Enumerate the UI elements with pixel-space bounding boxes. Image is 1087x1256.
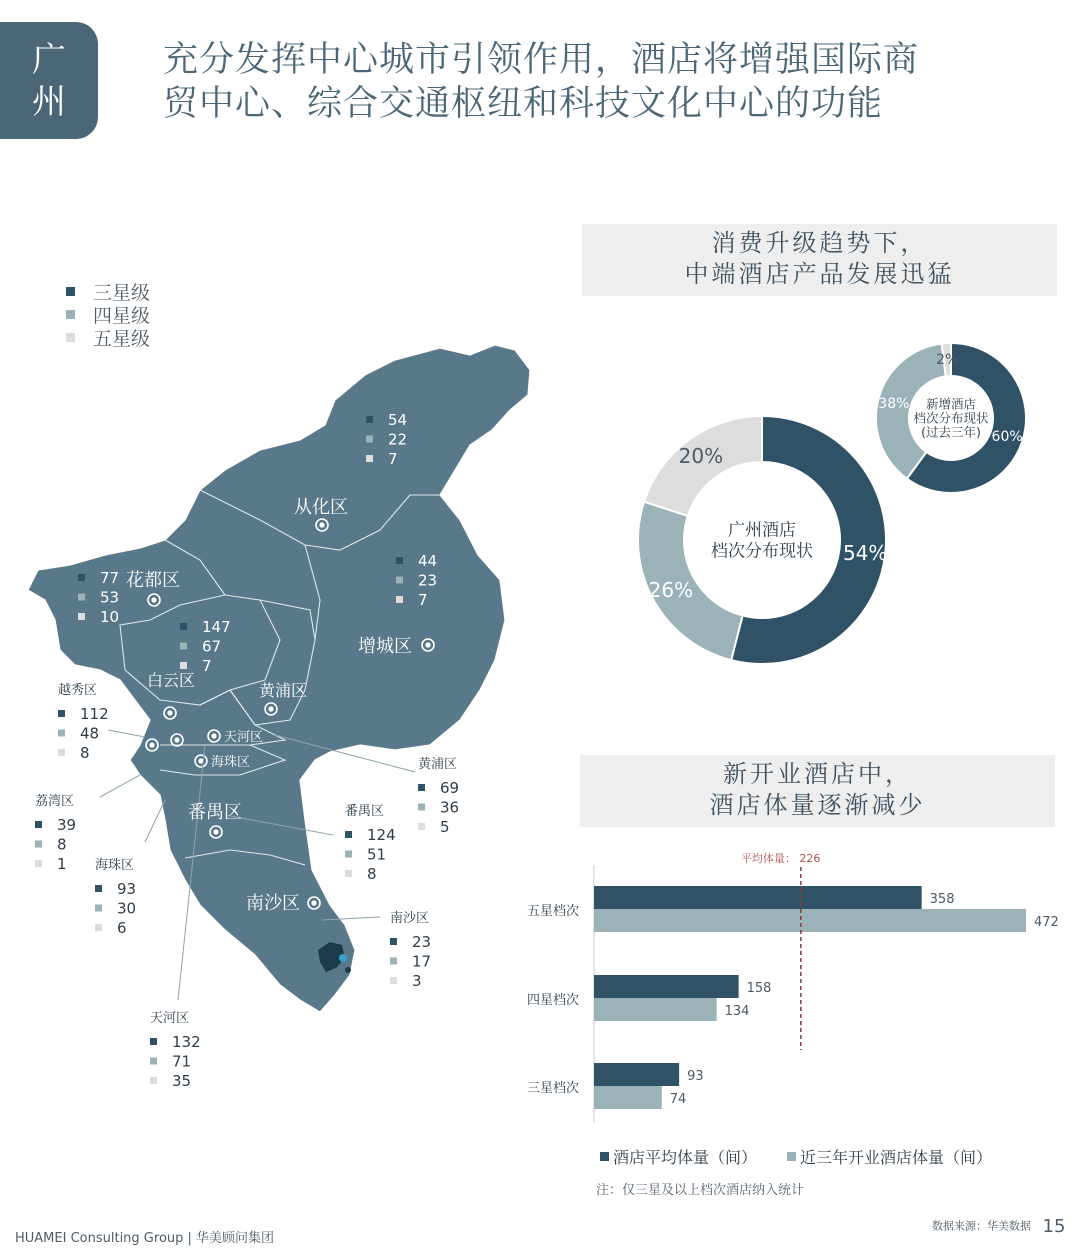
city-tag-char-1: 广 xyxy=(32,39,66,80)
panel-new-hotels xyxy=(580,755,1055,827)
map-label-haizhu: 海珠区 xyxy=(211,755,251,770)
page-title-line-1: 充分发挥中心城市引领作用，酒店将增强国际商 xyxy=(163,40,920,80)
donut-slice-label: 60% xyxy=(991,429,1023,446)
district-value: 7 xyxy=(202,657,212,675)
district-value-swatch xyxy=(150,1058,157,1065)
bar-value-label: 158 xyxy=(746,981,772,996)
legend-swatch-three-star xyxy=(66,287,75,296)
bar-value-label: 358 xyxy=(929,892,955,907)
district-value-swatch xyxy=(390,958,397,965)
district-value-swatch xyxy=(78,594,85,601)
district-value: 23 xyxy=(418,571,438,590)
district-values-8 xyxy=(345,804,396,883)
district-value: 8 xyxy=(57,835,67,854)
map-label-panyu: 番禺区 xyxy=(188,802,242,823)
district-values-4 xyxy=(418,756,459,836)
district-value: 8 xyxy=(80,744,90,762)
district-value-swatch xyxy=(345,831,352,838)
legend-label-four-star: 四星级 xyxy=(93,305,151,327)
district-name: 黄浦区 xyxy=(418,757,458,772)
district-value-swatch xyxy=(78,574,85,581)
district-value: 36 xyxy=(440,798,460,817)
district-value-swatch xyxy=(396,557,403,564)
donut-center-label: 广州酒店 xyxy=(728,520,796,541)
district-value-swatch xyxy=(150,1038,157,1045)
bar-group-2 xyxy=(527,1063,704,1109)
district-value: 3 xyxy=(412,972,422,990)
bar xyxy=(594,975,739,998)
bar-legend-label-average: 酒店平均体量（间） xyxy=(613,1148,758,1167)
district-value-swatch xyxy=(95,885,102,892)
city-tag xyxy=(0,22,98,139)
district-value: 10 xyxy=(100,608,120,626)
legend-item-three-star xyxy=(66,280,150,303)
district-value-swatch xyxy=(396,577,403,584)
district-value: 53 xyxy=(100,588,120,607)
bar-value-label: 134 xyxy=(724,1004,750,1019)
donut-slice-label: 54% xyxy=(842,541,888,566)
bar-category-label: 五星档次 xyxy=(526,904,579,919)
district-value-swatch xyxy=(35,860,42,867)
district-name: 番禺区 xyxy=(345,804,385,819)
donut-slice-label: 38% xyxy=(878,396,910,413)
district-value-swatch xyxy=(95,905,102,912)
footer-source-text: 数据来源：华美数据 xyxy=(932,1219,1031,1233)
map-label-baiyun: 白云区 xyxy=(147,671,196,690)
donut-slice-label: 2% xyxy=(936,352,959,369)
district-value: 67 xyxy=(202,637,222,656)
district-value-swatch xyxy=(366,416,373,423)
bar xyxy=(594,909,1026,932)
district-value: 147 xyxy=(202,618,231,636)
district-value-swatch xyxy=(95,924,102,931)
district-value-swatch xyxy=(58,749,65,756)
district-value: 5 xyxy=(440,818,450,836)
district-values-7 xyxy=(95,857,136,937)
legend-swatch-four-star xyxy=(66,310,75,319)
district-value-swatch xyxy=(418,784,425,791)
district-value-swatch xyxy=(390,977,397,984)
district-value: 48 xyxy=(80,724,100,743)
district-value: 132 xyxy=(172,1033,201,1051)
district-value-swatch xyxy=(180,662,187,669)
district-values-5 xyxy=(58,682,109,762)
reference-line-label: 平均体量： 226 xyxy=(740,852,821,865)
donut-center-label: 档次分布现状 xyxy=(913,410,989,426)
district-value-swatch xyxy=(35,821,42,828)
chart-note: 注：仅三星及以上档次酒店纳入统计 xyxy=(596,1183,805,1198)
panel-new-hotels-line-2: 酒店体量逐渐减少 xyxy=(709,791,926,819)
legend-label-three-star: 三星级 xyxy=(93,282,151,304)
district-value-swatch xyxy=(35,841,42,848)
page-title-line-2: 贸中心、综合交通枢纽和科技文化中心的功能 xyxy=(163,84,884,124)
district-value-swatch xyxy=(180,643,187,650)
district-value-swatch xyxy=(418,823,425,830)
bar-category-label: 四星档次 xyxy=(526,993,579,1008)
hotel-size-bar-chart xyxy=(500,840,1080,1140)
district-value-swatch xyxy=(390,938,397,945)
bar xyxy=(594,1063,679,1086)
bar-legend-swatch-average xyxy=(600,1152,609,1161)
donut-charts xyxy=(620,330,1060,680)
district-value: 22 xyxy=(388,430,408,449)
donut-guangzhou xyxy=(638,416,887,664)
bar-legend-item-average xyxy=(600,1145,757,1168)
district-value: 35 xyxy=(172,1072,192,1090)
footer-company: HUAMEI Consulting Group | 华美顾问集团 xyxy=(15,1231,275,1246)
district-name: 越秀区 xyxy=(58,683,98,698)
map-label-zengcheng: 增城区 xyxy=(358,636,412,657)
legend-label-five-star: 五星级 xyxy=(93,328,151,350)
panel-consumption-line-2: 中端酒店产品发展迅猛 xyxy=(684,260,955,288)
legend-item-four-star xyxy=(66,303,150,326)
district-value: 7 xyxy=(418,591,428,609)
district-value: 1 xyxy=(57,855,67,873)
district-value: 71 xyxy=(172,1052,192,1071)
donut-new-hotels xyxy=(876,343,1026,493)
district-value-swatch xyxy=(418,804,425,811)
bar-chart-legend xyxy=(600,1145,992,1168)
district-name: 海珠区 xyxy=(95,858,135,873)
district-value: 69 xyxy=(440,779,460,797)
district-value: 23 xyxy=(412,933,432,951)
district-value: 17 xyxy=(412,952,432,971)
district-value-swatch xyxy=(78,613,85,620)
district-name: 天河区 xyxy=(150,1011,190,1026)
leader-haizhu xyxy=(145,800,165,842)
district-value: 51 xyxy=(367,845,387,864)
district-value-swatch xyxy=(150,1077,157,1084)
map-label-conghua: 从化区 xyxy=(294,497,348,518)
island-dot xyxy=(339,954,347,962)
page-number: 15 xyxy=(1042,1216,1066,1237)
bar xyxy=(594,1086,662,1109)
district-value-swatch xyxy=(58,710,65,717)
donut-slice-label: 20% xyxy=(678,443,724,468)
leader-liwan xyxy=(100,775,140,797)
bar-legend-label-recent: 近三年开业酒店体量（间） xyxy=(800,1148,993,1167)
district-name: 荔湾区 xyxy=(35,794,75,809)
leader-yuexiu xyxy=(108,730,145,737)
panel-consumption-upgrade xyxy=(582,224,1057,296)
bar-value-label: 74 xyxy=(669,1092,687,1107)
district-values-6 xyxy=(35,793,76,873)
district-name: 南沙区 xyxy=(390,911,430,926)
island-dot-small xyxy=(345,967,351,973)
map-label-huangpu: 黄浦区 xyxy=(259,681,308,700)
district-value-swatch xyxy=(180,623,187,630)
page-title xyxy=(163,38,1063,126)
donut-center-label: 新增酒店 xyxy=(925,396,977,412)
donut-center-label: (过去三年) xyxy=(921,424,981,440)
district-values-10 xyxy=(150,1011,201,1090)
map-label-tianhe: 天河区 xyxy=(224,730,264,745)
district-value: 8 xyxy=(367,865,377,883)
district-value: 124 xyxy=(367,826,396,844)
district-value-swatch xyxy=(58,730,65,737)
city-tag-char-2: 州 xyxy=(32,81,66,122)
district-value-swatch xyxy=(345,851,352,858)
panel-consumption-line-1: 消费升级趋势下， xyxy=(711,229,928,257)
donut-slice-label: 26% xyxy=(648,578,694,603)
district-value: 30 xyxy=(117,899,137,918)
district-value-swatch xyxy=(345,870,352,877)
bar xyxy=(594,886,922,909)
district-value: 44 xyxy=(418,552,438,570)
district-value-swatch xyxy=(366,455,373,462)
bar-value-label: 472 xyxy=(1034,915,1059,930)
bar-group-0 xyxy=(527,886,1059,932)
district-value: 7 xyxy=(388,450,398,468)
district-value-swatch xyxy=(396,596,403,603)
donut-center-label: 档次分布现状 xyxy=(711,541,813,562)
district-values-9 xyxy=(390,910,431,990)
bar-value-label: 93 xyxy=(687,1069,704,1084)
panel-new-hotels-line-1: 新开业酒店中， xyxy=(723,760,912,788)
district-value: 54 xyxy=(388,411,408,429)
bar-legend-swatch-recent xyxy=(787,1152,796,1161)
guangzhou-map xyxy=(0,330,560,1120)
district-value: 93 xyxy=(117,880,137,898)
bar-group-1 xyxy=(527,975,771,1021)
district-value: 39 xyxy=(57,816,77,834)
district-value: 112 xyxy=(80,705,109,723)
bar-legend-item-recent xyxy=(787,1145,992,1168)
district-value: 6 xyxy=(117,919,127,937)
footer-source xyxy=(932,1216,1065,1237)
bar-category-label: 三星档次 xyxy=(526,1081,579,1096)
map-label-nansha: 南沙区 xyxy=(246,893,300,914)
bar xyxy=(594,998,717,1021)
district-value: 77 xyxy=(100,569,120,587)
map-label-huadu: 花都区 xyxy=(126,570,180,591)
district-value-swatch xyxy=(366,436,373,443)
